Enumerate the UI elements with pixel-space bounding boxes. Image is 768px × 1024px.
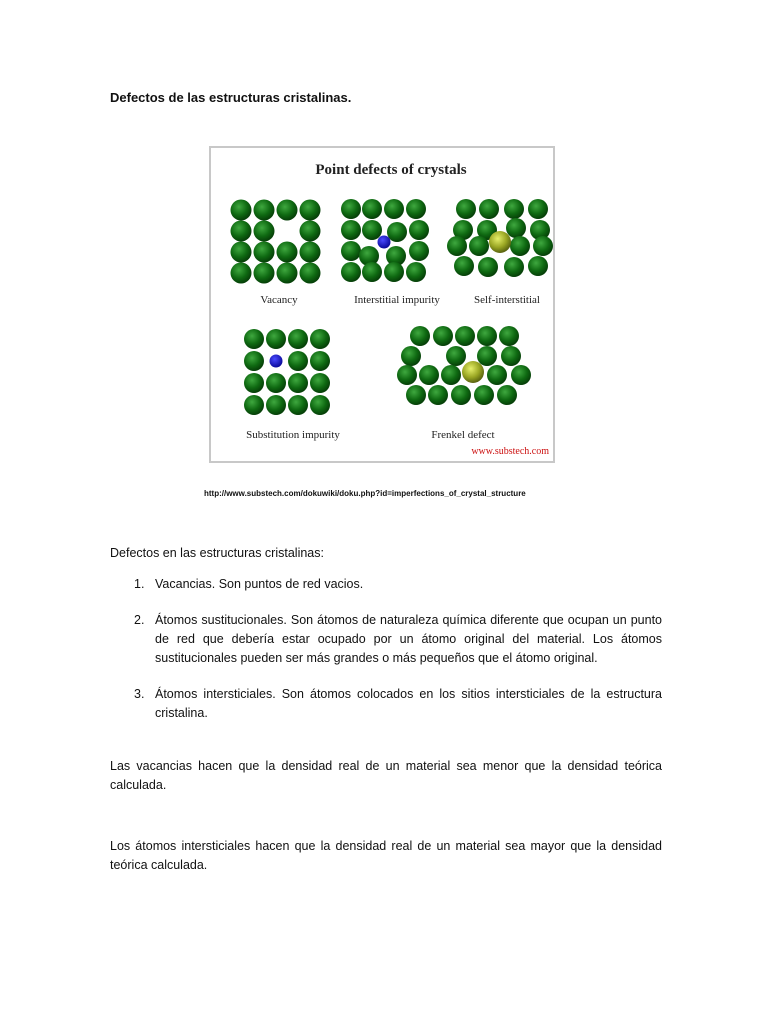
paragraph-interstitial-density: Los átomos intersticiales hacen que la densidad real de un material sea mayor que la densidad teórica calculada.: [110, 839, 662, 872]
lattice-atom: [341, 262, 361, 282]
lattice-atom: [231, 221, 252, 242]
lattice-atom: [401, 346, 421, 366]
lattice-atom: [300, 200, 321, 221]
lattice-atom: [384, 199, 404, 219]
figure-heading: Point defects of crystals: [315, 162, 467, 178]
lattice-atom: [300, 221, 321, 242]
watermark-text: www.substech.com: [471, 446, 549, 457]
lattice-atom: [455, 326, 475, 346]
defect-list: [110, 575, 662, 740]
list-number: 2.: [134, 613, 145, 627]
lattice-atom: [254, 263, 275, 284]
lattice-atom: [288, 395, 308, 415]
lattice-atom: [310, 351, 330, 371]
lattice-atom: [254, 200, 275, 221]
lattice-atom: [300, 242, 321, 263]
lattice-atom: [456, 199, 476, 219]
lattice-atom: [231, 263, 252, 284]
substitution-impurity-lattice: [244, 329, 330, 415]
lattice-atom: [406, 262, 426, 282]
lattice-atom: [451, 385, 471, 405]
lattice-atom: [446, 346, 466, 366]
lattice-atom: [266, 329, 286, 349]
frenkel-defect-lattice: [397, 326, 531, 405]
impurity-atom: [270, 355, 283, 368]
lattice-atom: [477, 346, 497, 366]
lattice-atom: [533, 236, 553, 256]
lattice-atom: [510, 236, 530, 256]
list-item: [110, 575, 662, 594]
label-substitution-impurity: Substitution impurity: [246, 429, 340, 441]
list-text: Vacancias. Son puntos de red vacios.: [155, 577, 364, 591]
lattice-atom: [244, 395, 264, 415]
lattice-atom: [384, 262, 404, 282]
list-text: Átomos intersticiales. Son átomos colocados en los sitios intersticiales de la estructura cristalina.: [155, 687, 662, 720]
lattice-atom: [528, 256, 548, 276]
lattice-atom: [441, 365, 461, 385]
lattice-atom: [231, 200, 252, 221]
lattice-atom: [477, 326, 497, 346]
lattice-atom: [310, 329, 330, 349]
lattice-atom: [499, 326, 519, 346]
lattice-atom: [410, 326, 430, 346]
lattice-atom: [362, 220, 382, 240]
lattice-atom: [277, 200, 298, 221]
label-frenkel-defect: Frenkel defect: [431, 429, 495, 441]
lattice-atom: [478, 257, 498, 277]
lattice-atom: [254, 242, 275, 263]
lattice-atom: [244, 329, 264, 349]
lattice-atom: [504, 257, 524, 277]
lattice-atom: [231, 242, 252, 263]
self-interstitial-atom: [489, 231, 511, 253]
lattice-atom: [447, 236, 467, 256]
lattice-atom: [310, 373, 330, 393]
self-interstitial-lattice: [447, 199, 553, 277]
lattice-atom: [506, 218, 526, 238]
lattice-atom: [277, 242, 298, 263]
lattice-atom: [362, 262, 382, 282]
lattice-atom: [288, 329, 308, 349]
lattice-atom: [504, 199, 524, 219]
self-interstitial-atom: [462, 361, 484, 383]
list-item: [110, 611, 662, 668]
lattice-atom: [266, 395, 286, 415]
impurity-atom: [378, 236, 391, 249]
lattice-atom: [266, 373, 286, 393]
lattice-atom: [406, 199, 426, 219]
paragraph-vacancies-density: Las vacancias hacen que la densidad real de un material sea menor que la densidad teórica calculada.: [110, 759, 662, 792]
lattice-atom: [454, 256, 474, 276]
label-vacancy: Vacancy: [260, 294, 298, 306]
lattice-atom: [497, 385, 517, 405]
list-number: 1.: [134, 577, 145, 591]
lattice-atom: [479, 199, 499, 219]
lattice-atom: [341, 220, 361, 240]
source-url: http://www.substech.com/dokuwiki/doku.php?id=imperfections_of_crystal_structure: [204, 489, 526, 498]
lattice-atom: [277, 263, 298, 284]
lattice-atom: [387, 222, 407, 242]
list-number: 3.: [134, 687, 145, 701]
list-text: Átomos sustitucionales. Son átomos de naturaleza química diferente que ocupan un punto de red que debería estar ocupado por un átomo original del material. Los átomos sustitucionales pueden ser más grandes o más pequeños que el átomo original.: [155, 613, 662, 665]
lattice-atom: [288, 351, 308, 371]
lattice-atom: [406, 385, 426, 405]
lattice-atom: [528, 199, 548, 219]
lattice-atom: [397, 365, 417, 385]
page-title: Defectos de las estructuras cristalinas.: [110, 90, 352, 105]
list-item: [110, 685, 662, 723]
point-defects-figure: [209, 146, 555, 463]
lattice-atom: [244, 351, 264, 371]
figure-canvas: [211, 148, 553, 461]
lattice-atom: [341, 241, 361, 261]
lattice-atom: [288, 373, 308, 393]
lattice-atom: [409, 241, 429, 261]
lattice-atom: [300, 263, 321, 284]
lattice-atom: [362, 199, 382, 219]
interstitial-impurity-lattice: [341, 199, 429, 282]
lattice-atom: [244, 373, 264, 393]
lattice-atom: [469, 236, 489, 256]
lattice-atom: [433, 326, 453, 346]
lattice-atom: [501, 346, 521, 366]
vacancy-lattice: [231, 200, 321, 284]
lattice-atom: [474, 385, 494, 405]
lattice-atom: [310, 395, 330, 415]
lattice-atom: [419, 365, 439, 385]
lattice-atom: [409, 220, 429, 240]
lattice-atom: [487, 365, 507, 385]
lattice-atom: [341, 199, 361, 219]
label-self-interstitial: Self-interstitial: [474, 294, 540, 306]
lattice-atom: [511, 365, 531, 385]
lattice-atom: [428, 385, 448, 405]
section-heading: Defectos en las estructuras cristalinas:: [110, 546, 324, 560]
label-interstitial-impurity: Interstitial impurity: [354, 294, 440, 306]
lattice-atom: [254, 221, 275, 242]
